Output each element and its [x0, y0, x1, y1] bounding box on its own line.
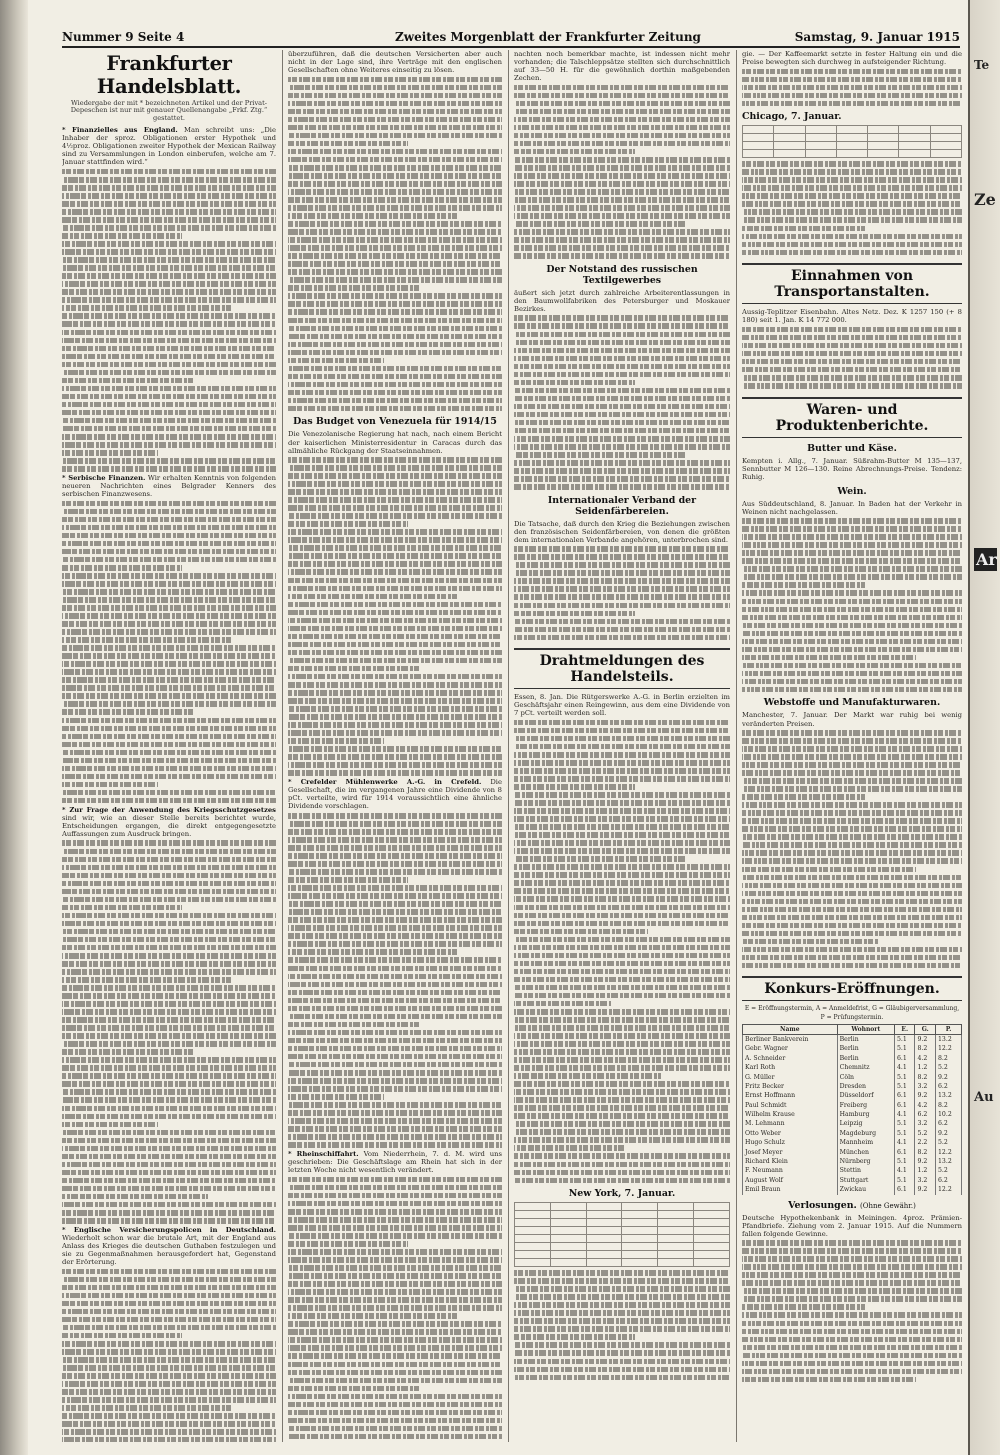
- konkurs-row: [743, 1166, 962, 1175]
- konkurs-cell: 9.2: [915, 1157, 936, 1166]
- article-paragraph: [62, 126, 276, 166]
- article-text: Die Tatsache, daß durch den Krieg die Beziehungen zwischen den französischen Seidenfärbereien, von denen die größten dem internationalen Verbande angehören, unterbrochen sind.: [514, 519, 730, 544]
- article-text: Kempten i. Allg., 7. Januar. Süßrahm-Butter M 135—137, Sennbutter M 126—130. Reine Abrechnungs-Preise. Tendenz: Ruhig.: [742, 456, 962, 481]
- table-title: New York, 7. Januar.: [568, 1188, 676, 1200]
- konkurs-cell: 2.2: [915, 1138, 936, 1147]
- column-rule: [736, 50, 737, 1442]
- article-text: gie. — Der Kaffeemarkt setzte in fester Haltung ein und die Preise bewegten sich durchweg in aufsteigender Richtung.: [742, 50, 962, 67]
- article-text: Die Venezolanische Regierung hat nach, nach einem Bericht der kaiserlichen Ministerresidentur in Caracas durch das allmähliche Rückgang der Staatseinnahmen.: [288, 430, 502, 455]
- column-1: [62, 50, 276, 1442]
- section-title: Konkurs-Eröffnungen.: [742, 976, 962, 1001]
- konkurs-cell: Berliner Bankverein: [743, 1034, 838, 1044]
- konkurs-cell: 8.2: [936, 1054, 962, 1063]
- column-rule: [508, 50, 509, 1442]
- illegible-print: [514, 720, 730, 1183]
- konkurs-cell: 5.2: [936, 1138, 962, 1147]
- konkurs-row: [743, 1034, 962, 1044]
- konkurs-cell: G. Müller: [743, 1073, 838, 1082]
- konkurs-header-cell: G.: [915, 1024, 936, 1034]
- konkurs-cell: Mannheim: [837, 1138, 894, 1147]
- konkurs-cell: 4.1: [894, 1110, 915, 1119]
- konkurs-cell: 5.1: [894, 1176, 915, 1185]
- konkurs-cell: Richard Klein: [743, 1157, 838, 1166]
- illegible-print: [288, 457, 502, 776]
- article-text: Deutsche Hypothekenbank in Meiningen. 4proz. Prämien-Pfandbriefe. Ziehung vom 2. Januar 1915. Auf die Nummern fallen folgende Gewinne.: [742, 1213, 962, 1238]
- binding-gutter: [0, 0, 28, 1455]
- konkurs-cell: Dresden: [837, 1082, 894, 1091]
- article-text: Die Gesellschaft, die im vergangenen Jahre eine Dividende von 8 pCt. verteilte, wird für 1914 voraussichtlich eine ähnliche Dividende vorschlagen.: [288, 778, 502, 811]
- konkurs-cell: Chemnitz: [837, 1063, 894, 1072]
- article-text: Wiederholt schon war die brutale Art, mit der England aus Anlass des Krieges die deutschen Guthaben festzulegen und sie zu Gegenmaßnahmen herausgefordert hat, Gegenstand der Erörterung.: [62, 1234, 276, 1267]
- konkurs-header-cell: Wohnort: [837, 1024, 894, 1034]
- konkurs-cell: 4.2: [915, 1054, 936, 1063]
- konkurs-row: [743, 1063, 962, 1072]
- illegible-print: [514, 85, 730, 259]
- konkurs-row: [743, 1044, 962, 1053]
- konkurs-header-cell: P.: [936, 1024, 962, 1034]
- konkurs-cell: Ernst Hoffmann: [743, 1091, 838, 1100]
- illegible-print: [62, 501, 276, 804]
- article-text: sind wir, wie an dieser Stelle bereits berichtet wurde, Entscheidungen ergangen, die direkt entgegengesetzte Auffassungen zum Ausdruck bringen.: [62, 813, 276, 838]
- konkurs-cell: 12.2: [936, 1185, 962, 1194]
- konkurs-cell: 5.1: [894, 1073, 915, 1082]
- column-2: [288, 50, 502, 1442]
- konkurs-cell: 12.2: [936, 1148, 962, 1157]
- article-text: überzuführen, daß die deutschen Versicherten aber auch nicht in der Lage sind, ihre Verträge mit den englischen Gesellschaften ohne Weiteres einseitig zu lösen.: [288, 50, 502, 75]
- illegible-print: [62, 169, 276, 472]
- konkurs-row: [743, 1054, 962, 1063]
- konkurs-cell: 5.2: [915, 1129, 936, 1138]
- article-heading: * Finanzielles aus England.: [62, 126, 178, 135]
- konkurs-header-cell: E.: [894, 1024, 915, 1034]
- konkurs-cell: Emil Braun: [743, 1185, 838, 1194]
- illegible-print: [742, 730, 962, 969]
- konkurs-cell: 5.2: [936, 1063, 962, 1072]
- konkurs-cell: Karl Roth: [743, 1063, 838, 1072]
- konkurs-cell: 3.2: [915, 1176, 936, 1185]
- illegible-print: [62, 840, 276, 1223]
- konkurs-cell: 1.2: [915, 1063, 936, 1072]
- konkurs-cell: Berlin: [837, 1044, 894, 1053]
- konkurs-cell: Stettin: [837, 1166, 894, 1175]
- konkurs-cell: 10.2: [936, 1110, 962, 1119]
- konkurs-cell: 9.2: [915, 1091, 936, 1100]
- article-text: nachten noch bemerkbar machte, ist indessen nicht mehr vorhanden; die Talschleppsätze stellten sich durchschnittlich auf 33—50 H. für die gewöhnlich dorthin maßgebenden Zechen.: [514, 50, 730, 83]
- article-text: Man schreibt uns: „Die Inhaber der sproz. Obligationen erster Hypothek und 4½proz. Obligationen zweiter Hypothek der Mexican Railway sind zu Versammlungen in London einberufen, welche am 7. Januar stattfinden wird.“: [62, 126, 276, 167]
- konkurs-cell: 6.2: [915, 1110, 936, 1119]
- konkurs-cell: 9.2: [936, 1129, 962, 1138]
- article-paragraph: [288, 1150, 502, 1174]
- konkurs-row: [743, 1120, 962, 1129]
- subsection-title: Wein.: [837, 485, 867, 497]
- illegible-print: [62, 1269, 276, 1442]
- konkurs-cell: A. Schneider: [743, 1054, 838, 1063]
- konkurs-cell: 5.1: [894, 1044, 915, 1053]
- konkurs-row: [743, 1148, 962, 1157]
- konkurs-row: [743, 1091, 962, 1100]
- konkurs-row: [743, 1138, 962, 1147]
- konkurs-cell: Berlin: [837, 1054, 894, 1063]
- section-title: Einnahmen von Transportanstalten.: [742, 263, 962, 304]
- konkurs-cell: Zwickau: [837, 1185, 894, 1194]
- konkurs-cell: Stuttgart: [837, 1176, 894, 1185]
- konkurs-cell: 12.2: [936, 1044, 962, 1053]
- header-center: Zweites Morgenblatt der Frankfurter Zeitung: [395, 30, 701, 44]
- section-title: Waren- und Produktenberichte.: [742, 397, 962, 438]
- konkurs-cell: 5.1: [894, 1034, 915, 1044]
- article-heading: Das Budget von Venezuela für 1914/15: [293, 416, 497, 428]
- adjacent-heading: Au: [974, 1090, 994, 1105]
- illegible-print: [514, 546, 730, 640]
- konkurs-cell: Cöln: [837, 1073, 894, 1082]
- column-3: [514, 50, 730, 1442]
- konkurs-cell: 5.1: [894, 1129, 915, 1138]
- konkurs-cell: 5.1: [894, 1082, 915, 1091]
- article-text: Aus Süddeutschland, 8. Januar. In Baden hat der Verkehr in Weinen nicht nachgelassen.: [742, 499, 962, 516]
- article-heading: * Crefelder Mühlenwerke A.-G. in Crefeld.: [288, 778, 482, 787]
- konkurs-cell: Gebr. Wagner: [743, 1044, 838, 1053]
- konkurs-cell: München: [837, 1148, 894, 1157]
- konkurs-cell: 13.2: [936, 1034, 962, 1044]
- konkurs-cell: 6.2: [936, 1176, 962, 1185]
- konkurs-cell: 5.2: [936, 1166, 962, 1175]
- konkurs-cell: 5.1: [894, 1120, 915, 1129]
- illegible-print: [514, 315, 730, 489]
- illegible-print: [288, 77, 502, 412]
- column-rule: [282, 50, 283, 1442]
- konkurs-cell: Leipzig: [837, 1120, 894, 1129]
- konkurs-cell: 4.2: [915, 1101, 936, 1110]
- konkurs-cell: 6.1: [894, 1054, 915, 1063]
- konkurs-row: [743, 1157, 962, 1166]
- konkurs-cell: 3.2: [915, 1082, 936, 1091]
- konkurs-cell: 6.1: [894, 1101, 915, 1110]
- article-heading: Internationaler Verband der Seidenfärbereien.: [547, 494, 697, 517]
- konkurs-cell: 8.2: [915, 1044, 936, 1053]
- konkurs-cell: 4.1: [894, 1138, 915, 1147]
- konkurs-cell: Hugo Schulz: [743, 1138, 838, 1147]
- table-title: Chicago, 7. Januar.: [742, 111, 842, 123]
- konkurs-cell: 6.1: [894, 1091, 915, 1100]
- subsection-title: Butter und Käse.: [807, 442, 897, 454]
- article-text: Aussig-Teplitzer Eisenbahn. Altes Netz. Dez. K 1257 150 (+ 8 180) seit 1. Jan. K 14 772 000.: [742, 308, 962, 325]
- konkurs-cell: Josef Meyer: [743, 1148, 838, 1157]
- adjacent-heading: Ze: [974, 190, 996, 209]
- konkurs-cell: 8.2: [915, 1148, 936, 1157]
- konkurs-cell: 9.2: [936, 1073, 962, 1082]
- section-title: Drahtmeldungen des Handelsteils.: [514, 648, 730, 689]
- konkurs-row: [743, 1129, 962, 1138]
- article-text: Wir erhalten Kenntnis von folgenden neueren Nachrichten eines Belgrader Kenners des serbischen Finanzwesens.: [62, 474, 276, 499]
- article-text: Manchester, 7. Januar. Der Markt war ruhig bei wenig veränderten Preisen.: [742, 711, 962, 728]
- konkurs-cell: 13.2: [936, 1091, 962, 1100]
- konkurs-cell: Fritz Becker: [743, 1082, 838, 1091]
- market-table: [514, 1202, 730, 1267]
- konkurs-cell: Berlin: [837, 1034, 894, 1044]
- konkurs-cell: 6.1: [894, 1185, 915, 1194]
- konkurs-cell: 4.1: [894, 1166, 915, 1175]
- konkurs-cell: Freiberg: [837, 1101, 894, 1110]
- konkurs-row: [743, 1176, 962, 1185]
- article-heading: * Zur Frage der Anwendung des Kriegsschutzgesetzes: [62, 805, 276, 814]
- illegible-print: [742, 69, 962, 107]
- verlosungen-title: Verlosungen.: [788, 1199, 857, 1211]
- article-paragraph: [62, 474, 276, 498]
- illegible-print: [742, 327, 962, 389]
- konkurs-cell: 9.2: [915, 1185, 936, 1194]
- konkurs-cell: 3.2: [915, 1120, 936, 1129]
- konkurs-cell: 6.2: [936, 1120, 962, 1129]
- illegible-print: [514, 1270, 730, 1380]
- article-text: Vom Niederrhein, 7. d. M. wird uns geschrieben: Die Geschäftslage am Rhein hat sich in der letzten Woche nicht wesentlich verändert.: [288, 1150, 502, 1175]
- konkurs-row: [743, 1185, 962, 1194]
- illegible-print: [288, 813, 502, 1148]
- konkurs-row: [743, 1073, 962, 1082]
- konkurs-cell: 6.2: [936, 1082, 962, 1091]
- konkurs-cell: F. Neumann: [743, 1166, 838, 1175]
- konkurs-cell: 6.1: [894, 1148, 915, 1157]
- illegible-print: [288, 1177, 502, 1442]
- article-heading: Der Notstand des russischen Textilgewerbes: [546, 263, 698, 286]
- illegible-print: [742, 161, 962, 255]
- konkurs-header-cell: Name: [743, 1024, 838, 1034]
- konkurs-cell: 13.2: [936, 1157, 962, 1166]
- adjacent-heading: Te: [974, 58, 990, 72]
- column-4: [742, 50, 962, 1442]
- article-paragraph: [62, 1226, 276, 1266]
- konkurs-row: [743, 1101, 962, 1110]
- header-right: Samstag, 9. Januar 1915: [794, 30, 960, 44]
- konkurs-cell: 5.1: [894, 1157, 915, 1166]
- article-text: Essen, 8. Jan. Die Rütgerswerke A.-G. in Berlin erzielten im Geschäftsjahr einen Reingewinn, aus dem eine Dividende von 7 pCt. verteilt werden soll.: [514, 693, 730, 718]
- illegible-print: [742, 518, 962, 692]
- header-left: Nummer 9 Seite 4: [62, 30, 185, 44]
- konkurs-cell: Nürnberg: [837, 1157, 894, 1166]
- konkurs-cell: Otto Weber: [743, 1129, 838, 1138]
- konkurs-note: E = Eröffnungstermin, A = Anmeldefrist, G = Gläubigerversammlung, P = Prüfungstermin.: [744, 1005, 960, 1021]
- article-paragraph: [288, 778, 502, 810]
- subsection-title: Webstoffe und Manufakturwaren.: [763, 697, 941, 709]
- article-heading: * Englische Versicherungspolicen in Deutschland.: [62, 1225, 276, 1234]
- konkurs-cell: Paul Schmidt: [743, 1101, 838, 1110]
- article-text: äußert sich jetzt durch zahlreiche Arbeiterentlassungen in den Baumwollfabriken des Petersburger und Moskauer Bezirkes.: [514, 288, 730, 313]
- chicago-table: [742, 125, 962, 158]
- subsection-title: [742, 1200, 962, 1211]
- adjacent-page-edge: [968, 0, 1000, 1455]
- konkurs-cell: 8.2: [915, 1073, 936, 1082]
- konkurs-cell: Düsseldorf: [837, 1091, 894, 1100]
- konkurs-cell: Hamburg: [837, 1110, 894, 1119]
- konkurs-table: [742, 1024, 962, 1195]
- masthead-note: Wiedergabe der mit * bezeichneten Artikel und der Privat-Depeschen ist nur mit genauer Quellenangabe „Frkf. Ztg.“ gestattet.: [70, 99, 268, 122]
- konkurs-cell: Wilhelm Krause: [743, 1110, 838, 1119]
- masthead-title: Frankfurter Handelsblatt.: [96, 52, 242, 98]
- illegible-print: [742, 1240, 962, 1382]
- konkurs-cell: 9.2: [915, 1034, 936, 1044]
- verlosungen-note: (Ohne Gewähr.): [860, 1201, 916, 1210]
- konkurs-row: [743, 1110, 962, 1119]
- page-header: [62, 30, 960, 48]
- article-heading: * Rheinschiffahrt.: [288, 1150, 359, 1159]
- article-paragraph: [62, 806, 276, 838]
- article-heading: * Serbische Finanzen.: [62, 474, 146, 483]
- konkurs-cell: 1.2: [915, 1166, 936, 1175]
- konkurs-header-row: [743, 1024, 962, 1034]
- konkurs-row: [743, 1082, 962, 1091]
- adjacent-heading: Ar: [976, 550, 997, 569]
- konkurs-cell: M. Lehmann: [743, 1120, 838, 1129]
- konkurs-cell: 8.2: [936, 1101, 962, 1110]
- konkurs-cell: August Wolf: [743, 1176, 838, 1185]
- konkurs-cell: 4.1: [894, 1063, 915, 1072]
- konkurs-cell: Magdeburg: [837, 1129, 894, 1138]
